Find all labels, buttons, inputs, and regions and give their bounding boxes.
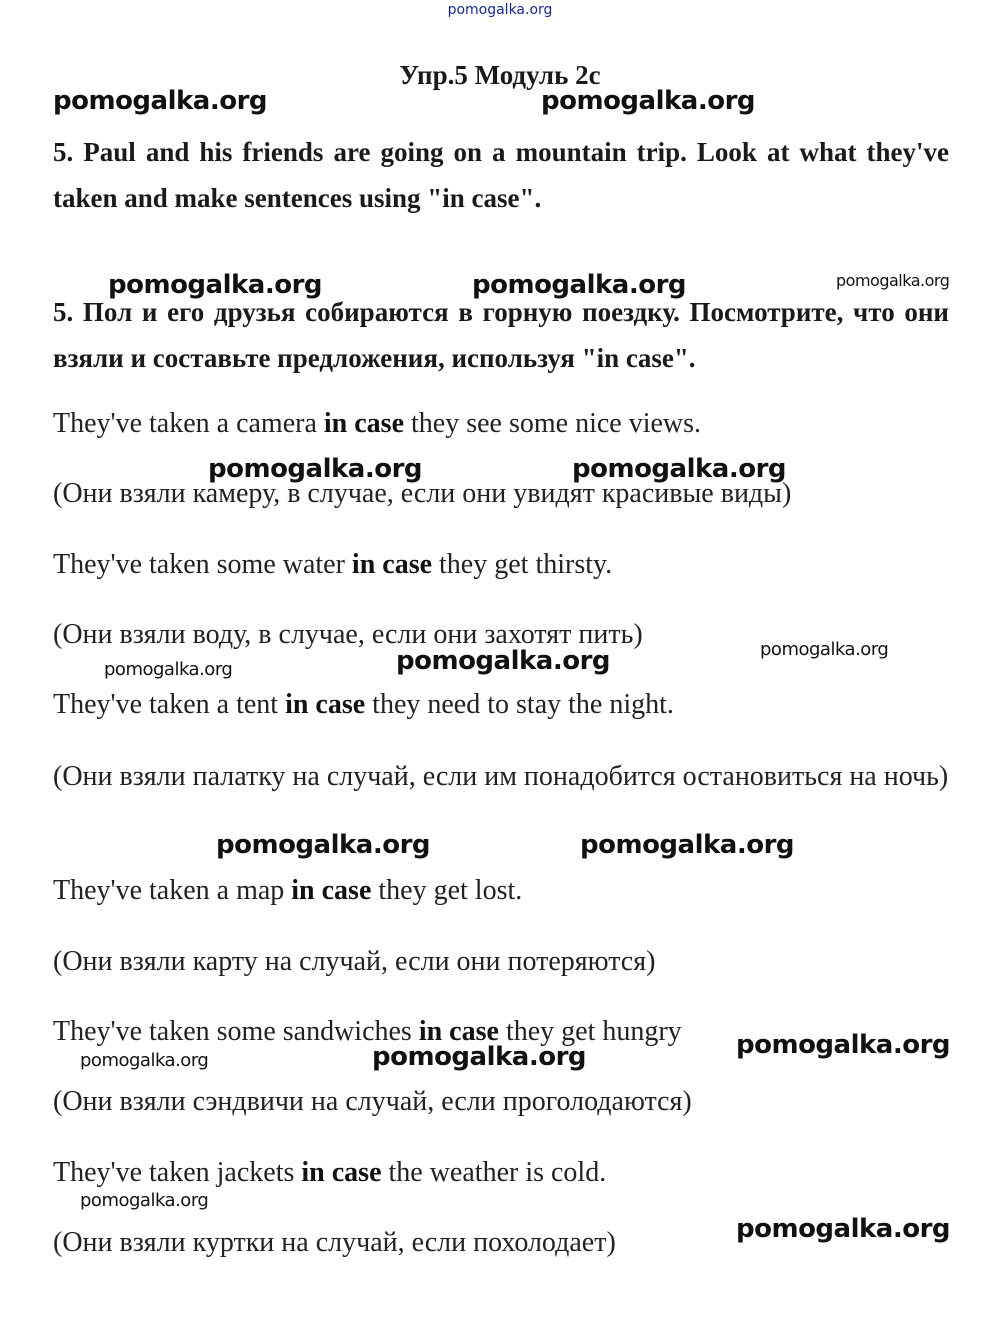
watermark: pomogalka.org [80, 1050, 209, 1071]
task-russian: 5. Пол и его друзья собираются в горную поездку. Посмотрите, что они взяли и составьте предложения, используя "in case". [53, 297, 949, 373]
watermark: pomogalka.org [372, 1042, 587, 1072]
sentence-text: They've taken some water [53, 549, 352, 580]
key-phrase: in case [323, 408, 404, 439]
watermark: pomogalka.org [108, 270, 323, 300]
sentence-text: they need to stay the night. [365, 689, 674, 720]
watermark: pomogalka.org [396, 646, 611, 676]
top-watermark-link[interactable]: pomogalka.org [447, 2, 553, 18]
watermark: pomogalka.org [53, 86, 268, 116]
watermark: pomogalka.org [472, 270, 687, 300]
sentence-6-en [53, 1157, 606, 1189]
watermark: pomogalka.org [580, 830, 795, 860]
key-phrase: in case [285, 689, 366, 720]
watermark: pomogalka.org [208, 454, 423, 484]
key-phrase: in case [301, 1157, 382, 1188]
sentence-1-ru: (Они взяли камеру, в случае, если они увидят красивые виды) [53, 478, 792, 509]
watermark: pomogalka.org [104, 659, 233, 680]
sentence-5-en [53, 1016, 682, 1048]
watermark: pomogalka.org [836, 271, 950, 290]
sentence-text: they see some nice views. [404, 408, 702, 439]
key-phrase: in case [291, 875, 372, 906]
sentence-text: They've taken a map [53, 875, 292, 906]
watermark: pomogalka.org [216, 830, 431, 860]
sentence-4-ru: (Они взяли карту на случай, если они потеряются) [53, 946, 656, 977]
sentence-4-en [53, 875, 522, 907]
sentence-2-en [53, 549, 612, 581]
key-phrase: in case [418, 1016, 499, 1047]
watermark: pomogalka.org [760, 639, 889, 660]
watermark: pomogalka.org [736, 1030, 951, 1060]
sentence-text: they get thirsty. [432, 549, 613, 580]
watermark: pomogalka.org [80, 1190, 209, 1211]
watermark: pomogalka.org [541, 86, 756, 116]
sentence-text: They've taken jackets [53, 1157, 302, 1188]
sentence-3-ru: (Они взяли палатку на случай, если им понадобится остановиться на ночь) [53, 761, 949, 792]
sentence-text: They've taken some sandwiches [53, 1016, 419, 1047]
page-title: Упр.5 Модуль 2c [399, 60, 601, 90]
sentence-5-ru: (Они взяли сэндвичи на случай, если проголодаются) [53, 1086, 692, 1117]
sentence-6-ru: (Они взяли куртки на случай, если похолодает) [53, 1227, 616, 1258]
sentence-text: they get lost. [371, 875, 523, 906]
sentence-3-en [53, 689, 674, 721]
watermark: pomogalka.org [572, 454, 787, 484]
sentence-text: They've taken a camera [53, 408, 324, 439]
sentence-text: They've taken a tent [53, 689, 286, 720]
key-phrase: in case [351, 549, 433, 580]
sentence-text: the weather is cold. [381, 1157, 607, 1188]
watermark: pomogalka.org [736, 1214, 951, 1244]
task-english: 5. Paul and his friends are going on a mountain trip. Look at what they've taken and make sentences using "in case". [53, 137, 949, 213]
sentence-1-en [53, 408, 701, 440]
sentence-2-ru: (Они взяли воду, в случае, если они захотят пить) [53, 619, 643, 650]
sentence-text: they get hungry [498, 1016, 682, 1047]
